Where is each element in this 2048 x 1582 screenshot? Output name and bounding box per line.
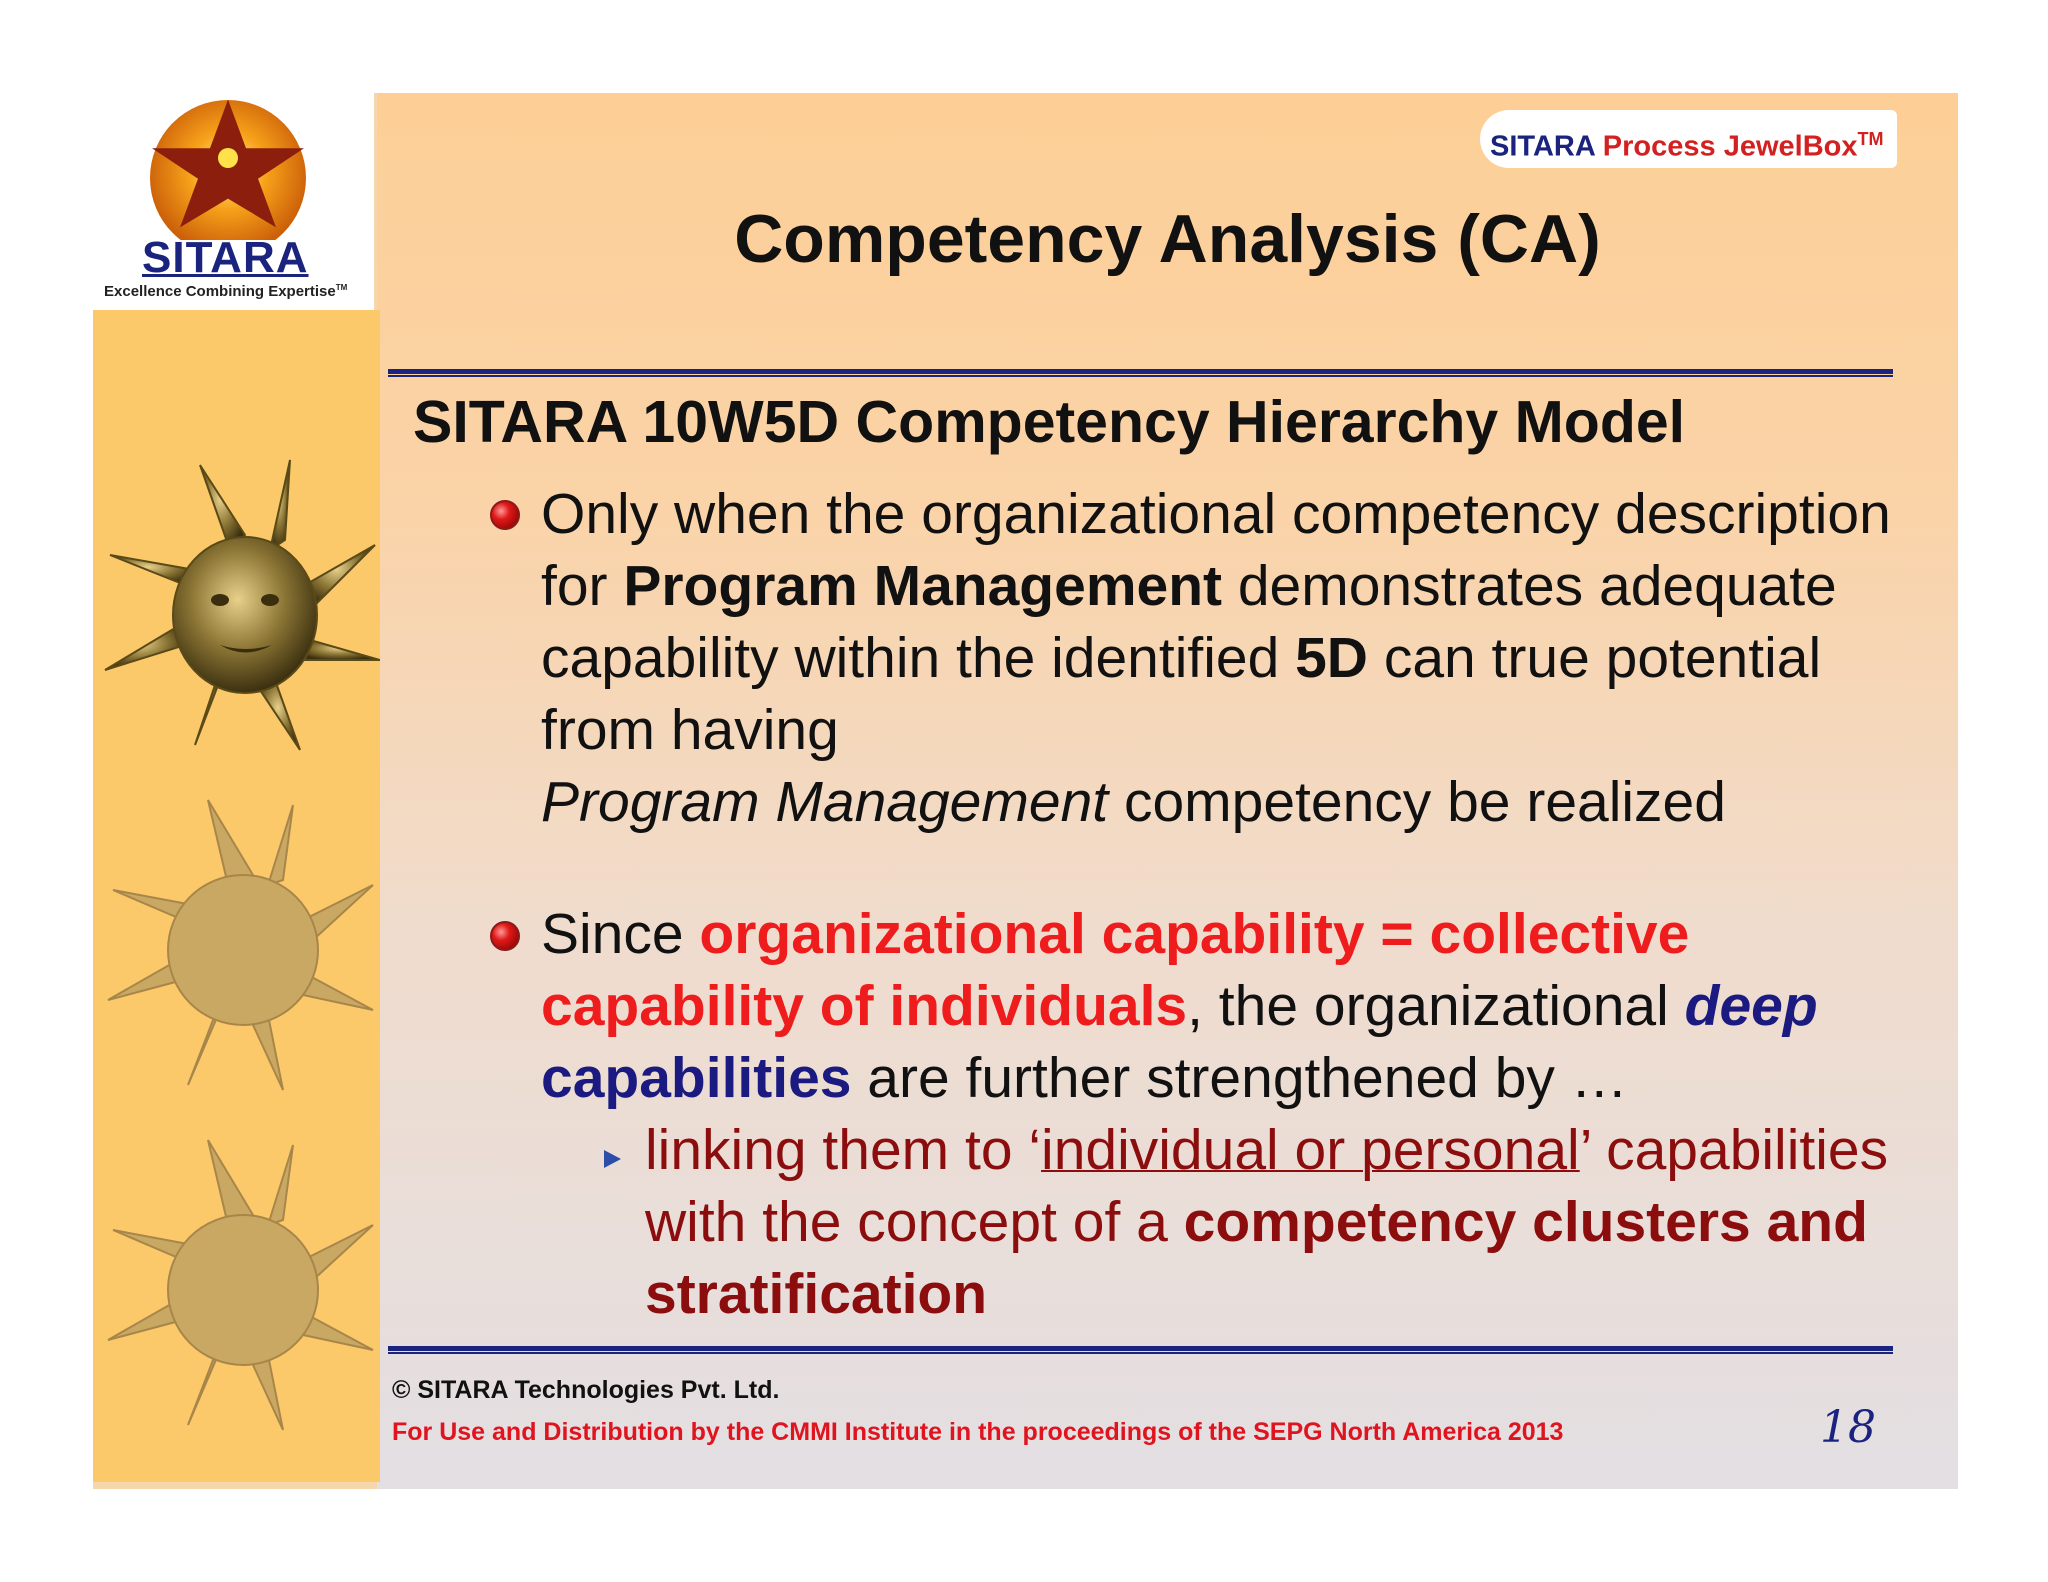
sun-pattern-icon [103,1135,378,1435]
divider-top [388,369,1893,377]
divider-bottom [388,1346,1893,1354]
logo-name: SITARA [142,233,309,282]
logo-tagline: Excellence Combining Expertise™ [104,283,348,300]
sub-bullet-item: linking them to ‘individual or personal’ capabilities with the concept of a competency clusters and stratification [645,1118,1889,1326]
bullet-item-1: Only when the organizational competency description for Program Management demonstrates adequate capability within the identified 5D can true potential from having Program Management competency be realized [541,482,1891,834]
copyright-text: © SITARA Technologies Pvt. Ltd. [392,1376,780,1404]
bullet-item-2: Since organizational capability = collective capability of individuals, the organizational deep capabilities are further strengthened by … [541,902,1818,1110]
section-subtitle: SITARA 10W5D Competency Hierarchy Model [413,389,1686,455]
product-badge: SITARA Process JewelBox™ [1480,110,1897,168]
distribution-note: For Use and Distribution by the CMMI Institute in the proceedings of the SEPG North America 2013 [392,1418,1564,1446]
star-logo-icon [148,100,308,240]
page-title: Competency Analysis (CA) [734,201,1601,277]
bullet-ball-icon [490,500,520,530]
page-number: 18 [1820,1402,1876,1453]
sun-face-icon [100,455,380,755]
sun-pattern-icon [103,795,378,1095]
bullet-ball-icon [490,921,520,951]
triangle-bullet-icon [604,1150,621,1168]
